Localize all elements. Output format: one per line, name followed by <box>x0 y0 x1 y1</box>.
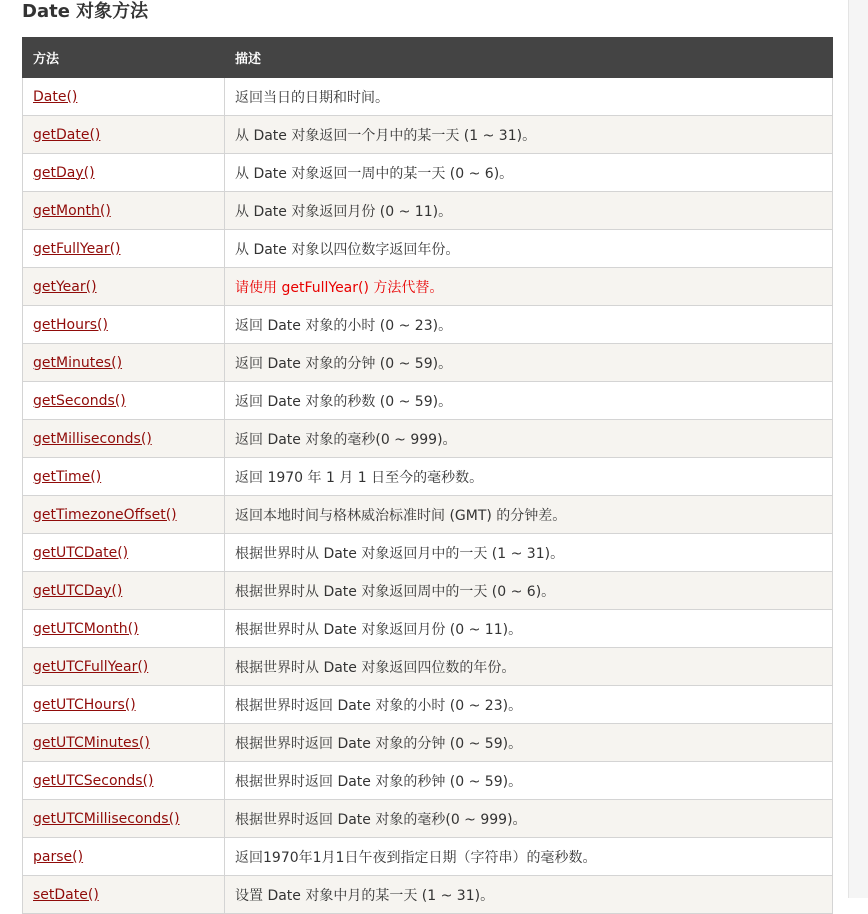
description-cell <box>225 762 833 800</box>
method-cell <box>23 876 225 914</box>
method-cell <box>23 78 225 116</box>
table-header-row <box>23 38 833 78</box>
page-title: Date 对象方法 <box>22 1 149 22</box>
description-cell <box>225 572 833 610</box>
method-link[interactable]: getUTCDay() <box>33 582 123 599</box>
description-cell <box>225 724 833 762</box>
method-link[interactable]: getUTCSeconds() <box>33 772 154 789</box>
method-link[interactable]: getFullYear() <box>33 240 121 257</box>
table-row <box>23 572 833 610</box>
method-link[interactable]: getMinutes() <box>33 354 123 371</box>
method-link[interactable]: getUTCMilliseconds() <box>33 810 180 827</box>
method-description: 返回 1970 年 1 月 1 日至今的毫秒数。 <box>235 469 484 486</box>
table-row <box>23 306 833 344</box>
method-cell <box>23 724 225 762</box>
method-cell <box>23 306 225 344</box>
method-link[interactable]: getUTCMonth() <box>33 620 139 637</box>
table-row <box>23 420 833 458</box>
description-cell <box>225 496 833 534</box>
method-link[interactable]: getUTCMinutes() <box>33 734 150 751</box>
method-description: 根据世界时返回 Date 对象的秒钟 (0 ~ 59)。 <box>235 773 523 790</box>
table-row <box>23 800 833 838</box>
method-description: 返回 Date 对象的毫秒(0 ~ 999)。 <box>235 431 457 448</box>
method-link[interactable]: setDate() <box>33 886 99 903</box>
method-link[interactable]: parse() <box>33 848 84 865</box>
description-cell <box>225 344 833 382</box>
method-description: 返回 Date 对象的秒数 (0 ~ 59)。 <box>235 393 453 410</box>
table-row <box>23 268 833 306</box>
column-header-description: 描述 <box>225 38 833 78</box>
description-cell <box>225 800 833 838</box>
method-description: 返回当日的日期和时间。 <box>235 89 389 106</box>
description-cell <box>225 230 833 268</box>
method-cell <box>23 496 225 534</box>
method-link[interactable]: getDay() <box>33 164 95 181</box>
method-link[interactable]: getSeconds() <box>33 392 126 409</box>
method-cell <box>23 572 225 610</box>
table-row <box>23 344 833 382</box>
table-row <box>23 534 833 572</box>
table-row <box>23 762 833 800</box>
description-cell <box>225 686 833 724</box>
table-row <box>23 116 833 154</box>
method-cell <box>23 268 225 306</box>
method-cell <box>23 154 225 192</box>
method-link[interactable]: getMonth() <box>33 202 111 219</box>
method-description: 返回1970年1月1日午夜到指定日期（字符串）的毫秒数。 <box>235 849 597 866</box>
method-cell <box>23 192 225 230</box>
method-cell <box>23 648 225 686</box>
method-description: 从 Date 对象以四位数字返回年份。 <box>235 241 460 258</box>
method-cell <box>23 230 225 268</box>
method-cell <box>23 458 225 496</box>
method-link[interactable]: getUTCDate() <box>33 544 129 561</box>
table-row <box>23 382 833 420</box>
table-row <box>23 496 833 534</box>
description-cell <box>225 306 833 344</box>
column-header-method: 方法 <box>23 38 225 78</box>
description-cell <box>225 458 833 496</box>
description-cell <box>225 838 833 876</box>
table-row <box>23 610 833 648</box>
deprecation-note: 请使用 getFullYear() 方法代替。 <box>235 279 444 296</box>
description-cell <box>225 116 833 154</box>
method-link[interactable]: getHours() <box>33 316 108 333</box>
table-row <box>23 458 833 496</box>
description-cell <box>225 382 833 420</box>
table-row <box>23 230 833 268</box>
method-link[interactable]: getUTCHours() <box>33 696 136 713</box>
method-cell <box>23 762 225 800</box>
method-link[interactable]: getDate() <box>33 126 101 143</box>
method-cell <box>23 838 225 876</box>
description-cell <box>225 420 833 458</box>
description-cell <box>225 78 833 116</box>
method-description: 根据世界时返回 Date 对象的小时 (0 ~ 23)。 <box>235 697 523 714</box>
table-row <box>23 724 833 762</box>
method-link[interactable]: getTimezoneOffset() <box>33 506 177 523</box>
table-row <box>23 876 833 914</box>
method-description: 根据世界时从 Date 对象返回月份 (0 ~ 11)。 <box>235 621 523 638</box>
table-row <box>23 192 833 230</box>
method-description: 根据世界时返回 Date 对象的毫秒(0 ~ 999)。 <box>235 811 527 828</box>
table-row <box>23 154 833 192</box>
date-methods-table <box>22 37 833 914</box>
description-cell <box>225 192 833 230</box>
table-row <box>23 686 833 724</box>
method-description: 返回本地时间与格林威治标准时间 (GMT) 的分钟差。 <box>235 507 567 524</box>
method-cell <box>23 534 225 572</box>
method-cell <box>23 800 225 838</box>
method-description: 返回 Date 对象的分钟 (0 ~ 59)。 <box>235 355 453 372</box>
method-link[interactable]: getUTCFullYear() <box>33 658 149 675</box>
scrollbar-track[interactable] <box>848 0 868 898</box>
description-cell <box>225 534 833 572</box>
description-cell <box>225 876 833 914</box>
method-description: 根据世界时从 Date 对象返回周中的一天 (0 ~ 6)。 <box>235 583 556 600</box>
description-cell <box>225 154 833 192</box>
method-cell <box>23 344 225 382</box>
method-cell <box>23 610 225 648</box>
method-cell <box>23 420 225 458</box>
description-cell <box>225 610 833 648</box>
method-link[interactable]: getYear() <box>33 278 97 295</box>
method-description: 根据世界时返回 Date 对象的分钟 (0 ~ 59)。 <box>235 735 523 752</box>
method-cell <box>23 382 225 420</box>
method-description: 从 Date 对象返回一周中的某一天 (0 ~ 6)。 <box>235 165 514 182</box>
method-description: 从 Date 对象返回月份 (0 ~ 11)。 <box>235 203 453 220</box>
method-description: 从 Date 对象返回一个月中的某一天 (1 ~ 31)。 <box>235 127 537 144</box>
method-link[interactable]: getTime() <box>33 468 102 485</box>
table-row <box>23 648 833 686</box>
method-link[interactable]: Date() <box>33 88 78 105</box>
method-cell <box>23 686 225 724</box>
description-cell <box>225 648 833 686</box>
method-description: 设置 Date 对象中月的某一天 (1 ~ 31)。 <box>235 887 495 904</box>
method-description: 返回 Date 对象的小时 (0 ~ 23)。 <box>235 317 453 334</box>
method-cell <box>23 116 225 154</box>
table-row <box>23 838 833 876</box>
description-cell <box>225 268 833 306</box>
method-description: 根据世界时从 Date 对象返回月中的一天 (1 ~ 31)。 <box>235 545 565 562</box>
table-row <box>23 78 833 116</box>
method-link[interactable]: getMilliseconds() <box>33 430 152 447</box>
method-description: 根据世界时从 Date 对象返回四位数的年份。 <box>235 659 516 676</box>
table-body <box>23 78 833 914</box>
